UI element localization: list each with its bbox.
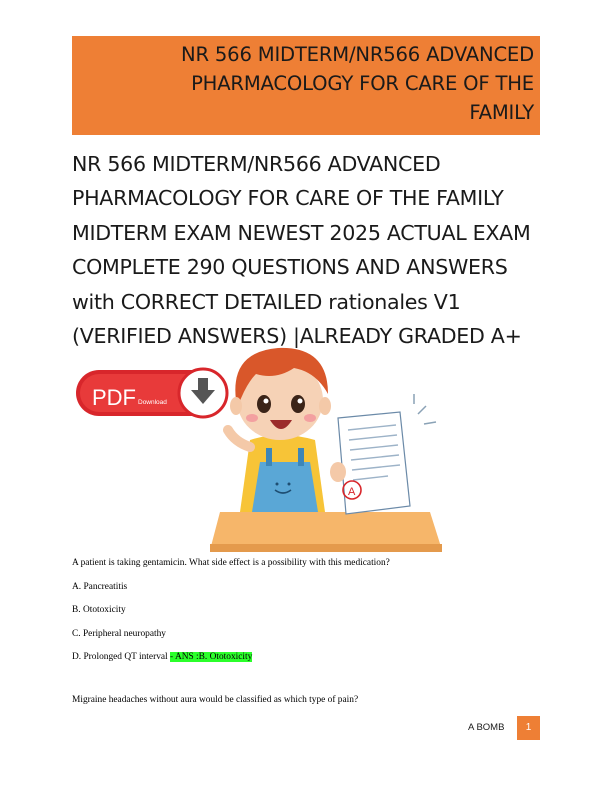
answer-option-c: C. Peripheral neuropathy [72,628,166,639]
download-label: Download [138,399,167,406]
desk-edge [210,544,442,552]
answer-option-a: A. Pancreatitis [72,581,128,592]
grade-mark: A [348,486,356,498]
document-title-line-5: with CORRECT DETAILED rationales V1 [72,289,461,314]
correct-answer-highlight: - ANS :B. Ototoxicity [170,652,253,662]
header-band [72,36,540,135]
answer-option-b: B. Ototoxicity [72,605,126,615]
question-1 [72,557,542,675]
footer-label: A BOMB [468,722,505,733]
header-title-line-2: PHARMACOLOGY FOR CARE OF THE [191,72,534,95]
answer-option-d [72,651,542,663]
question-text: Migraine headaches without aura would be classified as which type of pain? [72,695,359,705]
child-figure [228,348,331,512]
page-number: 1 [517,716,540,740]
exam-paper [330,394,436,514]
question-text: A patient is taking gentamicin. What side effect is a possibility with this medication? [72,558,390,568]
pdf-download-badge [76,369,227,417]
pdf-label: PDF [92,385,136,410]
document-title-line-6: (VERIFIED ANSWERS) |ALREADY GRADED A+ [72,324,522,349]
document-title [72,147,552,353]
answer-option-d-text: D. Prolonged QT interval [72,652,168,662]
header-title-line-1: NR 566 MIDTERM/NR566 ADVANCED [181,43,534,66]
header-title-line-3: FAMILY [469,101,534,124]
document-title-line-3: MIDTERM EXAM NEWEST 2025 ACTUAL EXAM [72,220,531,245]
cover-illustration [70,322,450,557]
document-title-line-4: COMPLETE 290 QUESTIONS AND ANSWERS [72,255,508,280]
document-title-line-2: PHARMACOLOGY FOR CARE OF THE FAMILY [72,186,504,211]
document-title-line-1: NR 566 MIDTERM/NR566 ADVANCED [72,152,441,176]
question-2 [72,694,542,718]
